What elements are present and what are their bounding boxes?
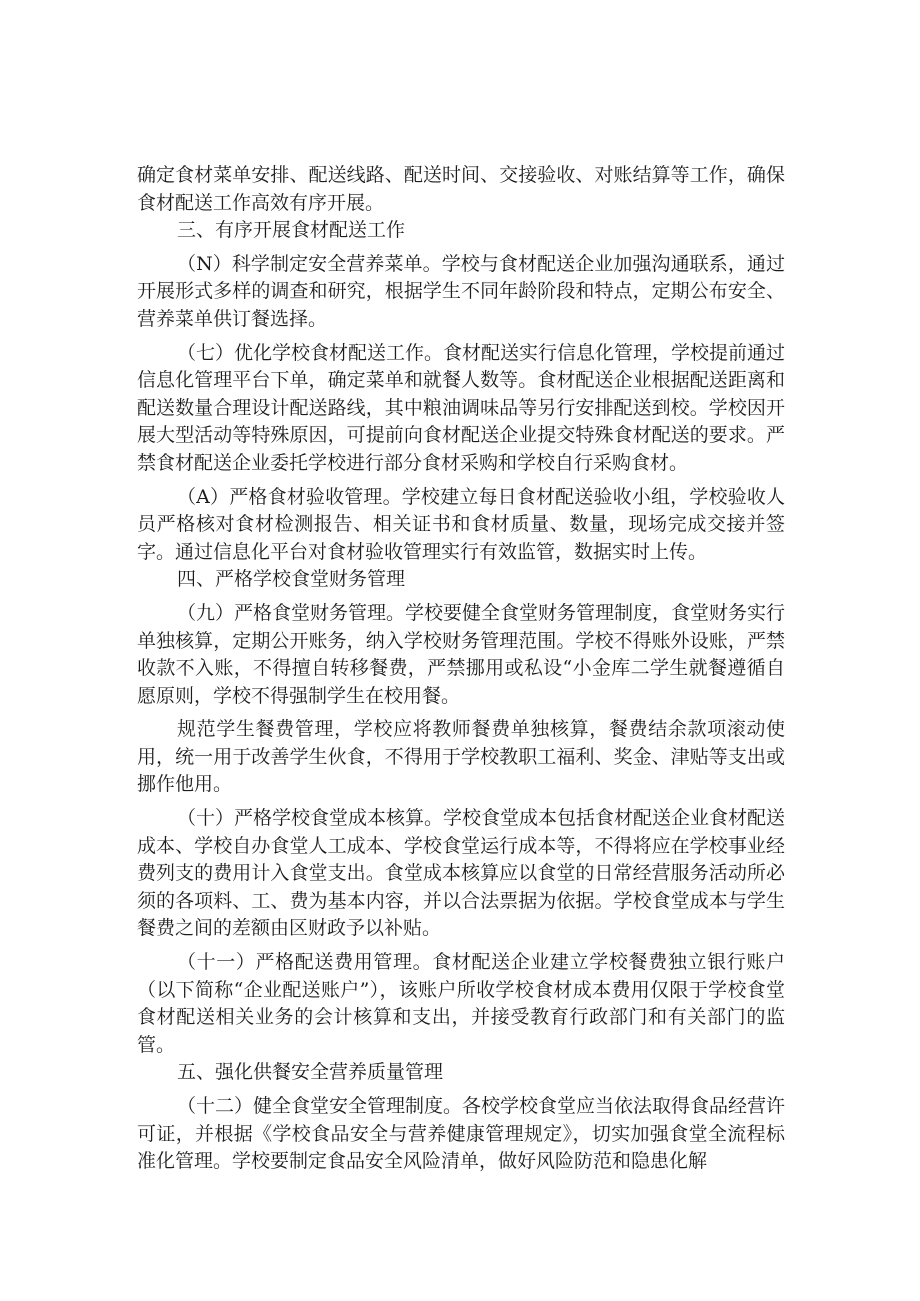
document-page: [137, 162, 785, 1176]
paragraph-item-10: （十）严格学校食堂成本核算。学校食堂成本包括食材配送企业食材配送成本、学校自办食堂人工成本、学校食堂运行成本等，不得将应在学校事业经费列支的费用计入食堂支出。食堂成本核算应以食堂的日常经营服务活动所必须的各项料、工、费为基本内容，并以合法票据为依据。学校食堂成本与学生餐费之间的差额由区财政予以补贴。: [137, 807, 786, 940]
paragraph-meal-fee: 规范学生餐费管理，学校应将教师餐费单独核算，餐费结余款项滚动使用，统一用于改善学生伙食，不得用于学校教职工福利、奖金、津贴等支出或挪作他用。: [137, 718, 785, 796]
section-heading-5: 五、强化供餐安全营养质量管理: [177, 1061, 444, 1084]
section-heading-4: 四、严格学校食堂财务管理: [177, 568, 406, 591]
paragraph-item-9: （九）严格食堂财务管理。学校要健全食堂财务管理制度，食堂财务实行单独核算，定期公开账务，纳入学校财务管理范围。学校不得账外设账，严禁收款不入账，不得擅自转移餐费，严禁挪用或私设“小金库二学生就餐遵循自愿原则，学校不得强制学生在校用餐。: [137, 601, 786, 707]
paragraph-item-6: （N）科学制定安全营养菜单。学校与食材配送企业加强沟通联系，通过开展形式多样的调查和研究，根据学生不同年龄阶段和特点，定期公布安全、营养菜单供订餐选择。: [137, 252, 785, 330]
paragraph-item-12: （十二）健全食堂安全管理制度。各校学校食堂应当依法取得食品经营许可证，并根据《学校食品安全与营养健康管理规定》，切实加强食堂全流程标准化管理。学校要制定食品安全风险清单，做好风险防范和隐患化解: [137, 1095, 786, 1173]
paragraph-continuation: 确定食材菜单安排、配送线路、配送时间、交接验收、对账结算等工作，确保食材配送工作高效有序开展。: [137, 164, 785, 214]
paragraph-item-11: （十一）严格配送费用管理。食材配送企业建立学校餐费独立银行账户（以下简称“企业配送账户”），该账户所收学校食材成本费用仅限于学校食堂食材配送相关业务的会计核算和支出，并接受教育行政部门和有关部门的监管。: [137, 951, 785, 1056]
paragraph-item-7: （七）优化学校食材配送工作。食材配送实行信息化管理，学校提前通过信息化管理平台下单，确定菜单和就餐人数等。食材配送企业根据配送距离和配送数量合理设计配送路线，其中粮油调味品等另行安排配送到校。学校因开展大型活动等特殊原因，可提前向食材配送企业提交特殊食材配送的要求。严禁食材配送企业委托学校进行部分食材采购和学校自行采购食材。: [137, 341, 786, 474]
paragraph-item-8: （A）严格食材验收管理。学校建立每日食材配送验收小组，学校验收人员严格核对食材检测报告、相关证书和食材质量、数量，现场完成交接并签字。通过信息化平台对食材验收管理实行有效监管，数据实时上传。: [137, 485, 785, 563]
section-heading-3: 三、有序开展食材配送工作: [177, 219, 406, 242]
